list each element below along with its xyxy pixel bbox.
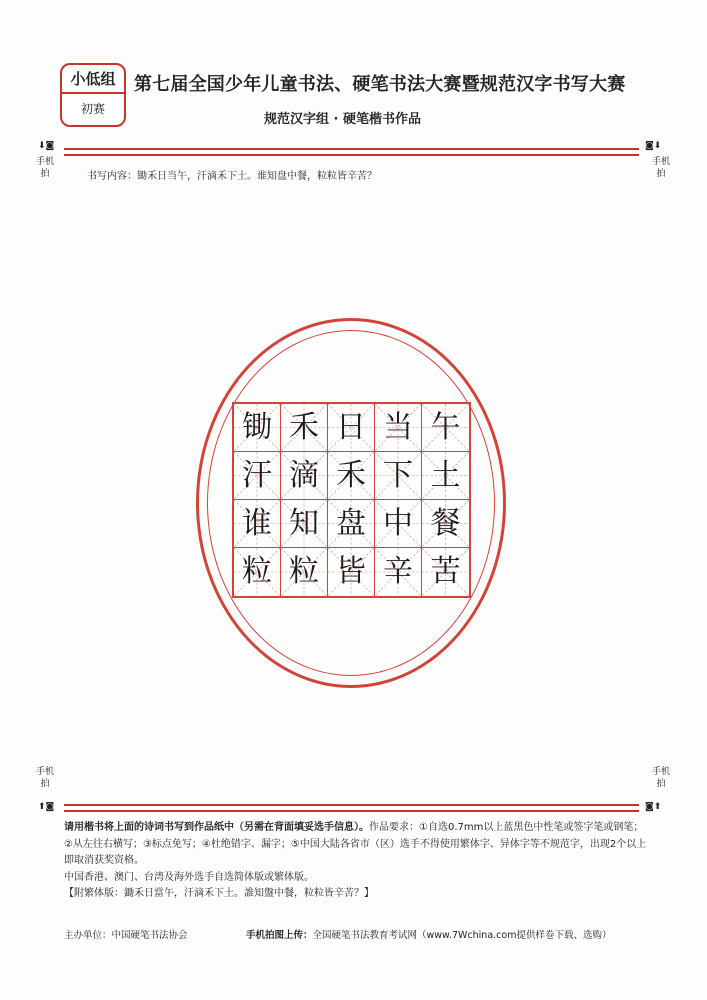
handwritten-character: 粒 [242,554,272,589]
arrow-up-icon: ⬆ [653,802,662,812]
instructions-lead: 请用楷书将上面的诗词书写到作品纸中（另需在背面填妥选手信息）。 [64,822,369,833]
instructions-requirements: 作品要求：①自选0.7mm以上蓝黑色中性笔或签字笔或钢笔；②从左往右横写；③标点免写；④杜绝错字、漏字；⑤中国大陆各省市（区）选手不得使用繁体字、异体字等不规范字，出现2个以上即取消获奖资格。 [64,822,647,866]
footer-upload-text: 全国硬笔书法教育考试网（www.7Wchina.com提供样卷下载、选购） [312,930,612,941]
handwritten-character: 中 [383,506,413,541]
content-text: 锄禾日当午，汗滴禾下土。谁知盘中餐，粒粒皆辛苦？ [137,171,377,182]
grid-cell [375,404,422,452]
handwritten-character: 午 [430,410,461,445]
instructions [64,820,649,903]
handwritten-character: 下 [383,458,413,493]
badge-group: 小低组 [62,65,124,94]
grid-cell [281,548,328,596]
grid-cell [422,404,469,452]
grid-cell [422,548,469,596]
handwritten-character: 锄 [242,410,272,445]
camera-icon: ◙ [45,141,55,151]
handwritten-character: 禾 [289,410,319,445]
handwritten-character: 日 [336,410,366,445]
grid-cell [328,500,375,548]
arrow-down-icon: ⬇ [653,141,662,151]
grid-cell [328,404,375,452]
instructions-traditional: 【附繁体版：鋤禾日當午，汗滴禾下土。誰知盤中餐，粒粒皆辛苦？】 [64,888,374,899]
arrow-up-icon: ⬆ [38,802,46,812]
grid-cell [375,452,422,500]
grid-cell [328,548,375,596]
badge [60,63,126,127]
top-rule-1 [64,148,639,150]
grid-cell [328,452,375,500]
grid-cell [281,500,328,548]
grid-cell [234,452,281,500]
page-subtitle: 规范汉字组 · 硬笔楷书作品 [264,112,421,127]
page-title: 第七届全国少年儿童书法、硬笔书法大赛暨规范汉字书写大赛 [134,74,626,95]
bottom-left-marker [38,802,54,812]
handwritten-character: 盘 [336,506,366,541]
handwritten-character: 汗 [242,458,272,493]
handwritten-character: 禾 [336,458,366,493]
camera-icon: ◙ [45,802,55,812]
writing-grid [232,402,471,598]
camera-icon: ◙ [645,802,654,812]
handwritten-character: 粒 [289,554,319,589]
handwritten-character: 知 [289,506,319,541]
bottom-rule-2 [64,810,639,812]
grid-cell [375,500,422,548]
grid-cell [375,548,422,596]
bottom-right-marker [645,802,661,812]
handwritten-character: 土 [430,458,461,493]
grid-cell [281,404,328,452]
handwritten-character: 皆 [336,554,366,589]
arrow-down-icon: ⬇ [38,141,46,151]
badge-stage: 初赛 [80,102,105,116]
top-rule-2 [64,154,639,156]
handwritten-character: 辛 [383,554,413,589]
bottom-left-photo-label: 手机拍 [36,767,55,789]
bottom-rule-1 [64,804,639,806]
grid-cell [234,548,281,596]
top-right-marker [645,141,661,151]
handwritten-character: 当 [383,410,413,445]
content-label: 书写内容： [87,171,137,182]
handwritten-character: 谁 [242,506,272,541]
camera-icon: ◙ [645,141,654,151]
footer-upload-label: 手机拍图上传： [246,930,313,941]
top-left-photo-label: 手机拍 [36,157,55,179]
bottom-right-photo-label: 手机拍 [652,767,671,789]
footer-organizer: 主办单位：中国硬笔书法协会 [64,930,188,941]
grid-cell [422,452,469,500]
footer-upload [246,927,611,941]
grid-cell [234,500,281,548]
grid-cell [281,452,328,500]
handwritten-character: 餐 [430,506,461,541]
instructions-hk-note: 中国香港、澳门、台湾及海外选手自选简体版或繁体版。 [64,871,314,883]
top-right-photo-label: 手机拍 [652,157,671,179]
handwritten-character: 苦 [430,554,461,589]
top-left-marker [38,141,54,151]
handwritten-character: 滴 [289,458,319,493]
grid-cell [422,500,469,548]
grid-cell [234,404,281,452]
content-line [87,167,377,182]
